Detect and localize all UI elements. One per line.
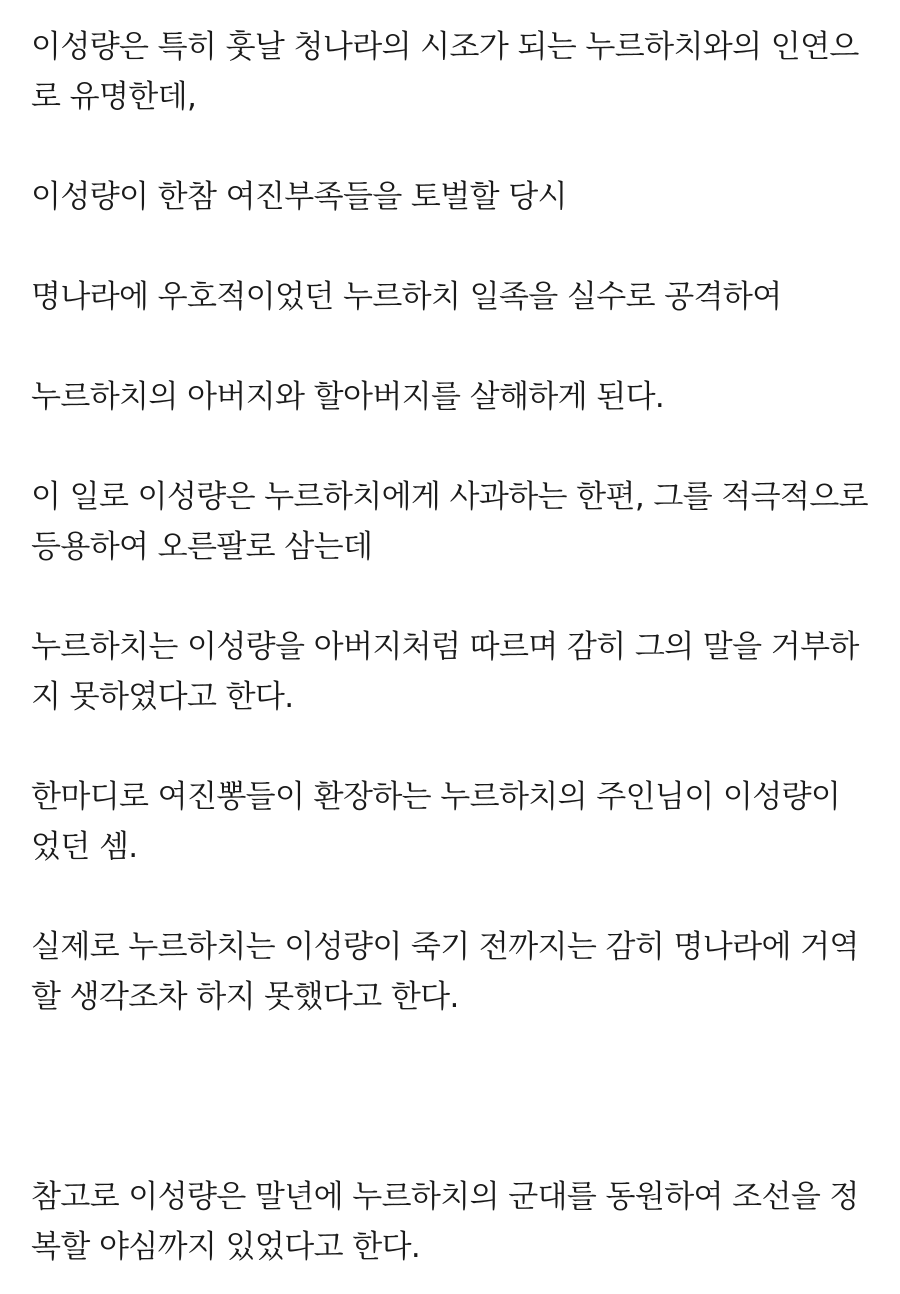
- paragraph-3: 명나라에 우호적이었던 누르하치 일족을 실수로 공격하여: [31, 279, 782, 315]
- paragraph-spacer: [31, 572, 881, 622]
- paragraph-2: 이성량이 한참 여진부족들을 토벌할 당시: [31, 179, 567, 215]
- paragraph-6: 누르하치는 이성량을 아버지처럼 따르며 감히 그의 말을 거부하 지 못하였다고 한다.: [31, 629, 859, 715]
- paragraph-7: 한마디로 여진뽕들이 환장하는 누르하치의 주인님이 이성량이 었던 셈.: [31, 779, 841, 865]
- paragraph-4: 누르하치의 아버지와 할아버지를 살해하게 된다.: [31, 379, 665, 415]
- paragraph-spacer: [31, 122, 881, 172]
- paragraph-spacer: [31, 422, 881, 472]
- paragraph-8: 실제로 누르하치는 이성량이 죽기 전까지는 감히 명나라에 거역 할 생각조차 하지 못했다고 한다.: [31, 929, 859, 1015]
- paragraph-spacer: [31, 322, 881, 372]
- paragraph-1: 이성량은 특히 훗날 청나라의 시조가 되는 누르하치와의 인연으 로 유명한데,: [31, 29, 859, 115]
- paragraph-spacer: [31, 872, 881, 922]
- paragraph-spacer-large: [31, 1022, 881, 1172]
- paragraph-spacer: [31, 222, 881, 272]
- paragraph-5: 이 일로 이성량은 누르하치에게 사과하는 한편, 그를 적극적으로 등용하여 오른팔로 삼는데: [31, 479, 869, 565]
- paragraph-9: 참고로 이성량은 말년에 누르하치의 군대를 동원하여 조선을 정 복할 야심까지 있었다고 한다.: [31, 1179, 859, 1265]
- article-body: [31, 22, 881, 1272]
- paragraph-spacer: [31, 722, 881, 772]
